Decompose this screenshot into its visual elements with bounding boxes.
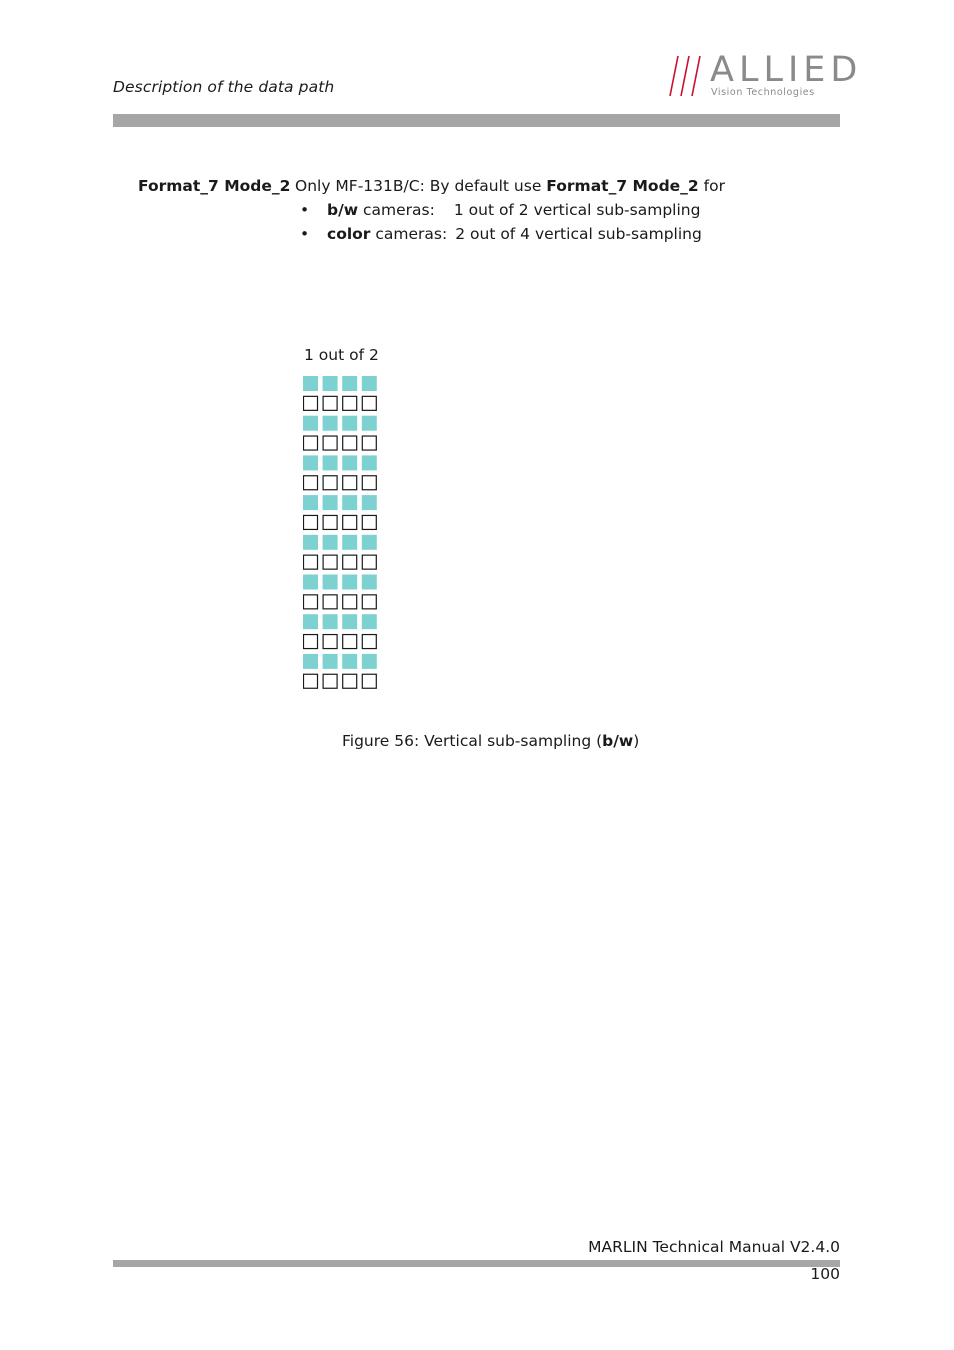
subsampling-grid xyxy=(303,376,379,692)
sampled-pixel xyxy=(303,575,318,590)
skipped-pixel xyxy=(362,515,376,529)
skipped-pixel xyxy=(362,595,376,609)
logo-name: ALLIED xyxy=(710,50,863,90)
sampled-pixel xyxy=(323,654,338,669)
sampled-pixel xyxy=(362,614,377,629)
sampled-pixel xyxy=(303,654,318,669)
sampled-pixel xyxy=(362,416,377,431)
skipped-pixel xyxy=(343,674,357,688)
skipped-pixel xyxy=(362,674,376,688)
caption-bold: b/w xyxy=(602,732,634,750)
skipped-pixel xyxy=(304,476,318,490)
skipped-pixel xyxy=(343,396,357,410)
sampled-pixel xyxy=(342,654,357,669)
sampled-pixel xyxy=(362,376,377,391)
logo-slashes-icon xyxy=(668,52,710,98)
skipped-pixel xyxy=(304,396,318,410)
skipped-pixel xyxy=(304,436,318,450)
sampled-pixel xyxy=(303,376,318,391)
figure-caption xyxy=(342,732,639,750)
skipped-pixel xyxy=(343,555,357,569)
sampled-pixel xyxy=(362,654,377,669)
intro-suffix: for xyxy=(698,177,725,195)
sampled-pixel xyxy=(303,614,318,629)
skipped-pixel xyxy=(304,635,318,649)
sampled-pixel xyxy=(362,535,377,550)
footer-manual-title: MARLIN Technical Manual V2.4.0 xyxy=(588,1238,840,1256)
skipped-pixel xyxy=(323,396,337,410)
sampled-pixel xyxy=(323,495,338,510)
sampled-pixel xyxy=(303,416,318,431)
page-number: 100 xyxy=(810,1265,840,1283)
skipped-pixel xyxy=(343,595,357,609)
bullet-item-bw xyxy=(300,201,700,219)
sampled-pixel xyxy=(362,575,377,590)
sampled-pixel xyxy=(323,535,338,550)
sampled-pixel xyxy=(362,495,377,510)
bullet-dot: • xyxy=(300,201,310,219)
company-logo xyxy=(668,50,863,102)
skipped-pixel xyxy=(323,515,337,529)
sampled-pixel xyxy=(342,416,357,431)
skipped-pixel xyxy=(343,476,357,490)
section-label: Format_7 Mode_2 xyxy=(138,177,291,195)
bullet-text: cameras: xyxy=(370,225,448,243)
skipped-pixel xyxy=(323,476,337,490)
skipped-pixel xyxy=(304,595,318,609)
sampled-pixel xyxy=(342,455,357,470)
intro-bold: Format_7 Mode_2 xyxy=(546,177,699,195)
bullet-bold: color xyxy=(327,225,371,243)
bullet-text: cameras: xyxy=(358,201,435,219)
bullet-dot: • xyxy=(300,225,310,243)
skipped-pixel xyxy=(323,436,337,450)
bullet-bold: b/w xyxy=(327,201,359,219)
skipped-pixel xyxy=(304,515,318,529)
skipped-pixel xyxy=(362,635,376,649)
caption-prefix: Figure 56: Vertical sub-sampling ( xyxy=(342,732,603,750)
sampled-pixel xyxy=(303,495,318,510)
sampled-pixel xyxy=(323,416,338,431)
bullet-detail: 1 out of 2 vertical sub-sampling xyxy=(453,201,701,219)
caption-suffix: ) xyxy=(633,732,640,750)
running-header: Description of the data path xyxy=(113,78,335,96)
sampled-pixel xyxy=(303,535,318,550)
skipped-pixel xyxy=(343,635,357,649)
skipped-pixel xyxy=(362,555,376,569)
sampled-pixel xyxy=(303,455,318,470)
sampled-pixel xyxy=(362,455,377,470)
sampled-pixel xyxy=(323,575,338,590)
header-rule xyxy=(113,114,840,127)
sampled-pixel xyxy=(342,495,357,510)
sampled-pixel xyxy=(342,614,357,629)
sampled-pixel xyxy=(342,575,357,590)
intro-paragraph xyxy=(295,177,725,195)
intro-prefix: Only MF-131B/C: By default use xyxy=(295,177,547,195)
sampled-pixel xyxy=(323,614,338,629)
sampled-pixel xyxy=(342,535,357,550)
skipped-pixel xyxy=(343,515,357,529)
sampled-pixel xyxy=(323,376,338,391)
bullet-item-color xyxy=(300,225,702,243)
bullet-detail: 2 out of 4 vertical sub-sampling xyxy=(455,225,702,243)
skipped-pixel xyxy=(362,396,376,410)
sampled-pixel xyxy=(342,376,357,391)
sampled-pixel xyxy=(323,455,338,470)
skipped-pixel xyxy=(304,674,318,688)
skipped-pixel xyxy=(323,635,337,649)
skipped-pixel xyxy=(304,555,318,569)
footer-rule xyxy=(113,1260,840,1267)
skipped-pixel xyxy=(323,595,337,609)
skipped-pixel xyxy=(362,436,376,450)
skipped-pixel xyxy=(323,555,337,569)
skipped-pixel xyxy=(343,436,357,450)
skipped-pixel xyxy=(362,476,376,490)
diagram-label: 1 out of 2 xyxy=(304,346,379,364)
logo-tagline: Vision Technologies xyxy=(711,87,815,98)
skipped-pixel xyxy=(323,674,337,688)
